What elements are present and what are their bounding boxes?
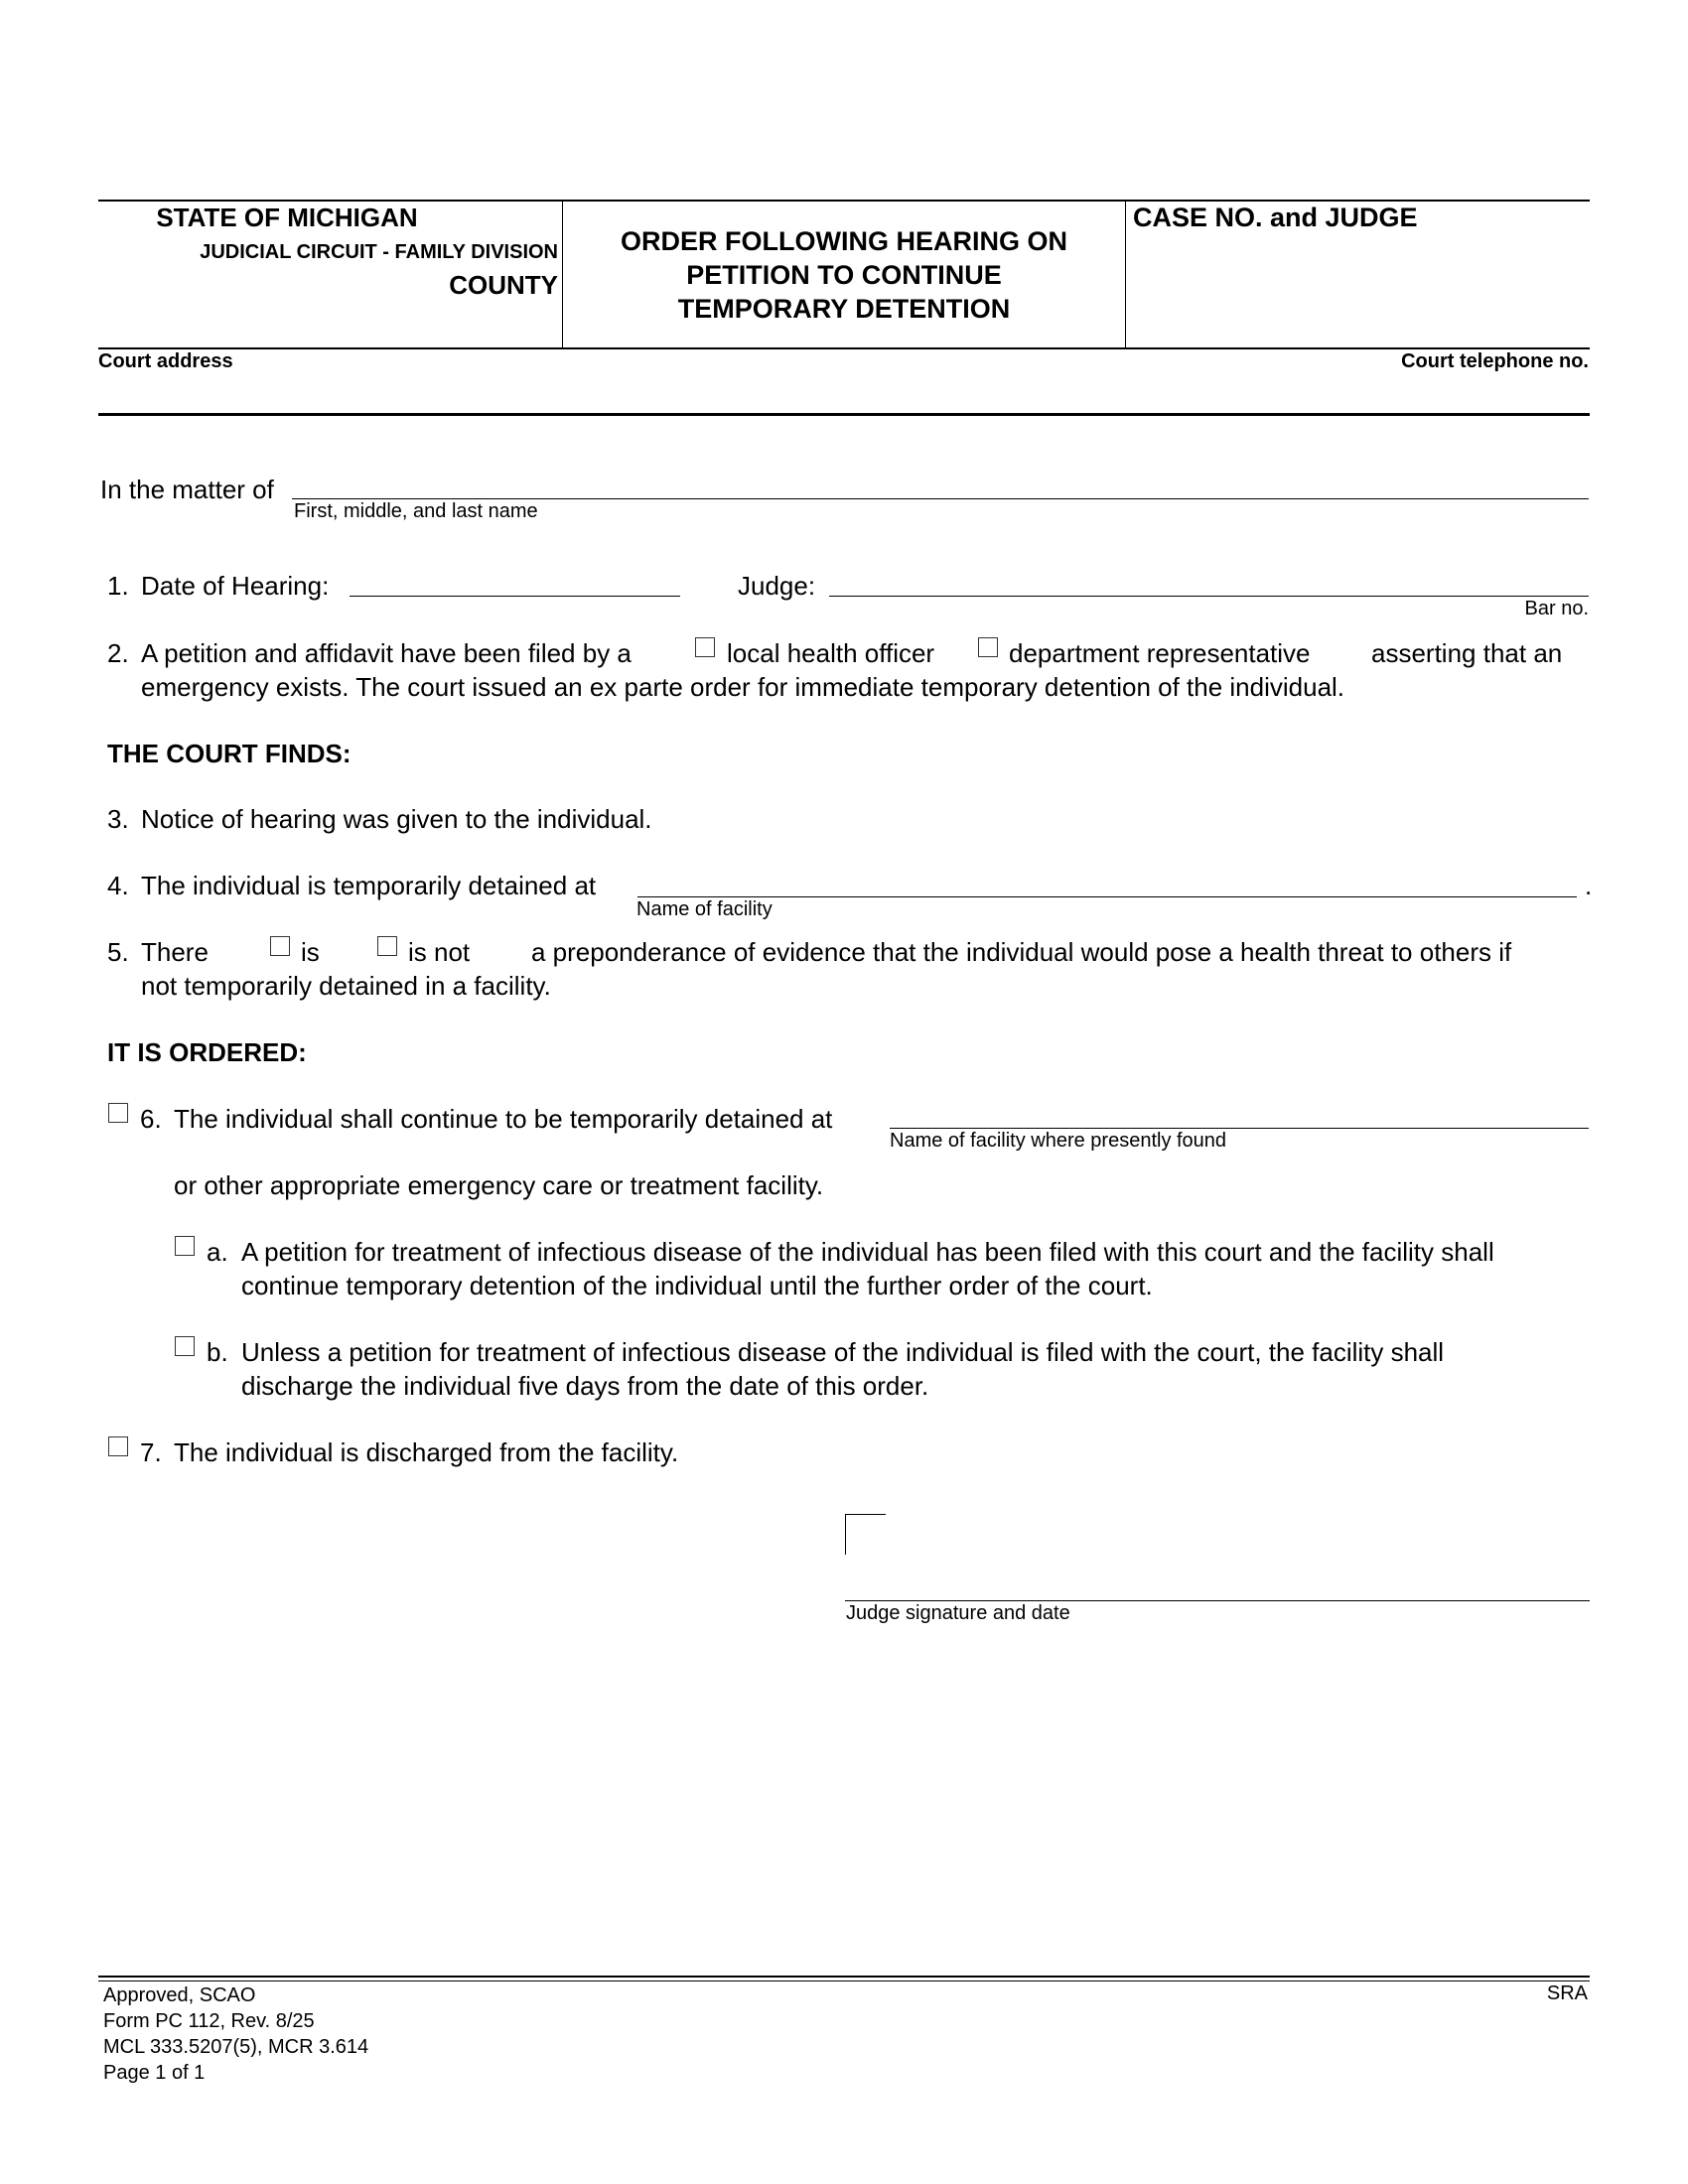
matter-name-line [292, 498, 1589, 499]
item6-number: 6. [140, 1104, 162, 1134]
case-number-label: CASE NO. and JUDGE [1133, 203, 1418, 232]
case-number-field[interactable] [1133, 243, 1585, 342]
court-address-rule [98, 413, 1590, 416]
form-title-line3: TEMPORARY DETENTION [677, 294, 1011, 324]
item7-text: The individual is discharged from the facility. [174, 1437, 679, 1467]
finding-is-not-label: is not [408, 937, 471, 967]
local-health-officer-label: local health officer [727, 638, 935, 668]
footer-rule-bottom [98, 1980, 1590, 1981]
county-label: COUNTY [449, 270, 558, 300]
ordered-heading: IT IS ORDERED: [107, 1037, 307, 1067]
court-phone-label: Court telephone no. [1401, 350, 1589, 372]
present-facility-caption: Name of facility where presently found [890, 1130, 1227, 1152]
department-representative-label: department representative [1009, 638, 1311, 668]
item6b-checkbox[interactable] [175, 1336, 195, 1356]
circuit-label: JUDICIAL CIRCUIT - FAMILY DIVISION [200, 241, 558, 263]
hearing-date-label: Date of Hearing: [141, 571, 330, 601]
court-finds-heading: THE COURT FINDS: [107, 739, 352, 768]
judge-field[interactable] [829, 567, 1589, 597]
item1-number: 1. [107, 571, 129, 601]
finding-is-label: is [301, 937, 320, 967]
matter-label: In the matter of [100, 475, 274, 504]
finding-is-checkbox[interactable] [270, 936, 290, 956]
finding-is-not-checkbox[interactable] [377, 936, 397, 956]
item6a-label: a. [207, 1237, 228, 1267]
item6b-label: b. [207, 1337, 228, 1367]
local-health-officer-checkbox[interactable] [695, 637, 715, 657]
footer-page: Page 1 of 1 [103, 2062, 206, 2084]
item7-number: 7. [140, 1437, 162, 1467]
footer-rule-top [98, 1976, 1590, 1978]
present-facility-field[interactable] [890, 1100, 1589, 1130]
item5-text: a preponderance of evidence that the individual would pose a health threat to others if [531, 937, 1512, 967]
hearing-date-line [350, 596, 680, 597]
detention-facility-field[interactable] [637, 867, 1577, 896]
matter-name-caption: First, middle, and last name [294, 500, 538, 522]
signature-line [845, 1600, 1590, 1601]
footer-form-number: Form PC 112, Rev. 8/25 [103, 2010, 315, 2032]
form-title-line2: PETITION TO CONTINUE [686, 260, 1002, 290]
form-title-line1: ORDER FOLLOWING HEARING ON [621, 226, 1067, 256]
footer-code: SRA [1546, 1982, 1588, 2004]
header-divider-right [1125, 200, 1126, 348]
item4-number: 4. [107, 871, 129, 900]
signature-caption: Judge signature and date [846, 1602, 1070, 1624]
footer-info [103, 1982, 368, 2086]
item6-checkbox[interactable] [108, 1103, 128, 1123]
detention-facility-caption: Name of facility [636, 898, 773, 920]
detention-facility-line [637, 896, 1577, 897]
state-title: STATE OF MICHIGAN [156, 203, 418, 232]
item6-text: The individual shall continue to be temporarily detained at [174, 1104, 833, 1134]
hearing-date-field[interactable] [350, 567, 680, 597]
item4-period: . [1585, 871, 1593, 900]
item6a-line1: A petition for treatment of infectious disease of the individual has been filed with this court and the facility shall [241, 1237, 1494, 1267]
item5-there: There [141, 937, 209, 967]
bar-number-label: Bar no. [1524, 598, 1589, 619]
item2-number: 2. [107, 638, 129, 668]
item5-number: 5. [107, 937, 129, 967]
judge-line [829, 596, 1589, 597]
item3-number: 3. [107, 804, 129, 834]
court-address-label: Court address [98, 350, 233, 372]
item2-line2: emergency exists. The court issued an ex parte order for immediate temporary detention of the individual. [141, 672, 1345, 702]
matter-name-field[interactable] [294, 471, 1585, 500]
item4-text: The individual is temporarily detained at [141, 871, 597, 900]
item6a-checkbox[interactable] [175, 1236, 195, 1256]
item2-text-continued: asserting that an [1371, 638, 1563, 668]
item6a-line2: continue temporary detention of the individual until the further order of the court. [241, 1271, 1153, 1300]
item5-line2: not temporarily detained in a facility. [141, 971, 551, 1001]
item6b-line2: discharge the individual five days from the date of this order. [241, 1371, 929, 1401]
judge-label: Judge: [738, 571, 816, 601]
present-facility-line [890, 1128, 1589, 1129]
item2-text: A petition and affidavit have been filed by a [141, 638, 632, 668]
form-title [563, 224, 1125, 326]
item6b-line1: Unless a petition for treatment of infectious disease of the individual is filed with the court, the facility shall [241, 1337, 1445, 1367]
item7-checkbox[interactable] [108, 1436, 128, 1456]
footer-statute: MCL 333.5207(5), MCR 3.614 [103, 2036, 369, 2058]
item3-text: Notice of hearing was given to the individual. [141, 804, 652, 834]
item6-line2: or other appropriate emergency care or treatment facility. [174, 1170, 824, 1200]
department-representative-checkbox[interactable] [978, 637, 998, 657]
judge-signature-field[interactable] [847, 1519, 1589, 1598]
header-top-rule [98, 200, 1590, 202]
header-bottom-rule [98, 347, 1590, 349]
footer-approved: Approved, SCAO [103, 1984, 256, 2006]
